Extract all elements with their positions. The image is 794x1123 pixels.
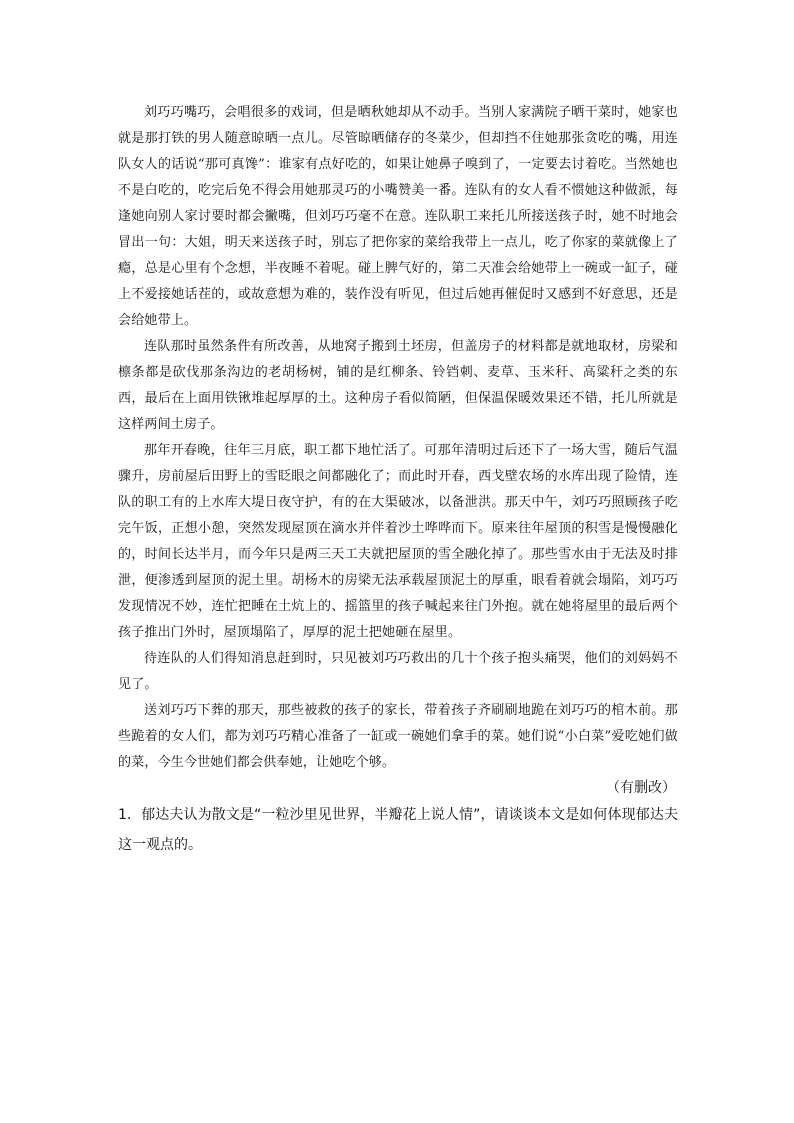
passage-paragraph-3: 那年开春晚，往年三月底，职工都下地忙活了。可那年清明过后还下了一场大雪，随后气温骤升，房前屋后田野上的雪眨眼之间都融化了；而此时开春，西戈壁农场的水库出现了险情，连队的职工有的上水库大堤日夜守护，有的在大渠破冰，以备泄洪。那天中午，刘巧巧照顾孩子吃完午饭，正想小憩，突然发现屋顶在滴水并伴着沙土哗哗而下。原来往年屋顶的积雪是慢慢融化的，时间长达半月，而今年只是两三天工夫就把屋顶的雪全融化掉了。那些雪水由于无法及时排泄，便渗透到屋顶的泥土里。胡杨木的房梁无法承载屋顶泥土的厚重，眼看着就会塌陷，刘巧巧发现情况不妙，连忙把睡在土炕上的、摇篮里的孩子喊起来往门外抱。就在她将屋里的最后两个孩子推出门外时，屋顶塌陷了，厚厚的泥土把她砸在屋里。 (118, 443, 678, 640)
passage-paragraph-1: 刘巧巧嘴巧，会唱很多的戏词，但是晒秋她却从不动手。当别人家满院子晒干菜时，她家也就是那打铁的男人随意晾晒一点儿。尽管晾晒储存的冬菜少，但却挡不住她那张贪吃的嘴，用连队女人的话说“那可真馋”：谁家有点好吃的，如果让她鼻子嗅到了，一定要去讨着吃。当然她也不是白吃的，吃完后免不得会用她那灵巧的小嘴赞美一番。连队有的女人看不惯她这种做派，每逢她向别人家讨要时都会撇嘴，但刘巧巧毫不在意。连队职工来托儿所接送孩子时，她不时地会冒出一句：大姐，明天来送孩子时，别忘了把你家的菜给我带上一点儿，吃了你家的菜就像上了瘾，总是心里有个念想，半夜睡不着呢。碰上脾气好的，第二天准会给她带上一碗或一缸子，碰上不爱接她话茬的，或故意想为难的，装作没有听见，但过后她再催促时又感到不好意思，还是会给她带上。 (118, 105, 678, 328)
source-note: （有删改） (606, 780, 676, 796)
question-1: 1．郁达夫认为散文是“一粒沙里见世界，半瓣花上说人情”，请谈谈本文是如何体现郁达夫这一观点的。 (118, 807, 678, 853)
passage-paragraph-4: 待连队的人们得知消息赶到时，只见被刘巧巧救出的几十个孩子抱头痛哭，他们的刘妈妈不见了。 (118, 651, 678, 692)
passage-paragraph-2: 连队那时虽然条件有所改善，从地窝子搬到土坯房，但盖房子的材料都是就地取材，房梁和檩条都是砍伐那条沟边的老胡杨树，铺的是红柳条、铃铛刺、麦草、玉米秆、高粱秆之类的东西，最后在上面用铁锹堆起厚厚的土。这种房子看似简陋，但保温保暖效果还不错，托儿所就是这样两间土房子。 (118, 339, 678, 432)
reading-passage (118, 100, 678, 860)
passage-paragraph-5: 送刘巧巧下葬的那天，那些被救的孩子的家长，带着孩子齐刷刷地跪在刘巧巧的棺木前。那些跪着的女人们，都为刘巧巧精心准备了一缸或一碗她们拿手的菜。她们说“小白菜”爱吃她们做的菜，今生今世她们都会供奉她，让她吃个够。 (118, 703, 678, 770)
